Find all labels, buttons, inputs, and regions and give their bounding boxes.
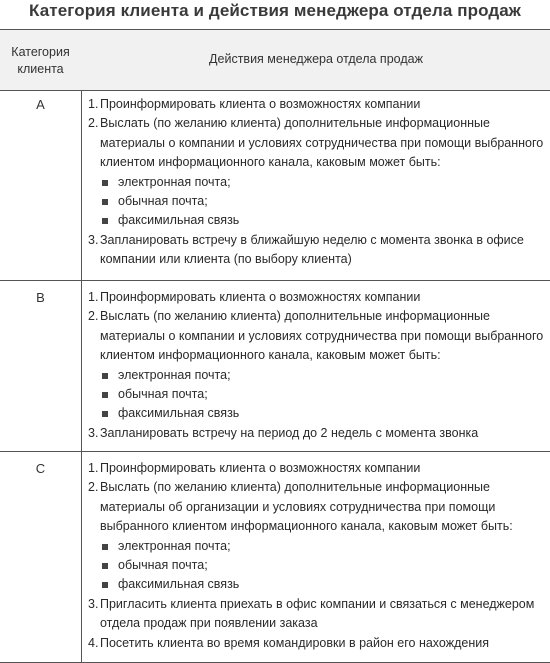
square-bullet-icon bbox=[102, 563, 108, 569]
bullet-item bbox=[100, 404, 546, 423]
action-text: Пригласить клиента приехать в офис компании и связаться с менеджером отдела продаж при появлении заказа bbox=[100, 596, 535, 631]
action-item bbox=[88, 231, 546, 270]
client-category-table bbox=[0, 29, 550, 663]
action-text: Проинформировать клиента о возможностях компании bbox=[100, 290, 421, 304]
bullet-text: электронная почта; bbox=[118, 367, 231, 382]
action-number: 4. bbox=[88, 635, 99, 650]
action-item bbox=[88, 634, 546, 653]
action-text: Проинформировать клиента о возможностях компании bbox=[100, 461, 421, 475]
action-text: Проинформировать клиента о возможностях компании bbox=[100, 97, 421, 111]
action-text: Выслать (по желанию клиента) дополнительные информационные материалы о компании и условиях сотрудничества при помощи выбранного клиентом информационного канала, каковым может быть: bbox=[100, 309, 544, 363]
action-number: 2. bbox=[88, 116, 99, 131]
square-bullet-icon bbox=[102, 411, 108, 417]
bullet-item bbox=[100, 556, 546, 575]
square-bullet-icon bbox=[102, 392, 108, 398]
bullet-text: обычная почта; bbox=[118, 558, 208, 573]
bullet-text: электронная почта; bbox=[118, 538, 231, 553]
bullet-text: обычная почта; bbox=[118, 194, 208, 209]
action-number: 3. bbox=[88, 232, 99, 247]
action-item bbox=[88, 307, 546, 365]
action-item bbox=[88, 95, 546, 114]
action-text: Выслать (по желанию клиента) дополнительные информационные материалы об организации и условиях сотрудничества при помощи выбранного клиентом информационного канала, каковым может быть: bbox=[100, 480, 513, 534]
action-number: 2. bbox=[88, 480, 99, 495]
table-header bbox=[0, 30, 550, 91]
header-category-line1: Категория bbox=[11, 45, 70, 59]
action-number: 2. bbox=[88, 309, 99, 324]
square-bullet-icon bbox=[102, 218, 108, 224]
square-bullet-icon bbox=[102, 199, 108, 205]
row-divider bbox=[0, 280, 550, 281]
action-number: 3. bbox=[88, 425, 99, 440]
bullet-item bbox=[100, 192, 546, 211]
category-cell-b: B bbox=[36, 290, 45, 305]
bullet-item bbox=[100, 173, 546, 192]
action-text: Запланировать встречу на период до 2 недель с момента звонка bbox=[100, 425, 479, 440]
row-divider bbox=[0, 451, 550, 452]
action-item bbox=[88, 459, 546, 478]
column-divider bbox=[81, 30, 82, 662]
bullet-item bbox=[100, 575, 546, 594]
square-bullet-icon bbox=[102, 180, 108, 186]
header-actions: Действия менеджера отдела продаж bbox=[209, 52, 423, 66]
page-title: Категория клиента и действия менеджера отдела продаж bbox=[29, 1, 521, 20]
square-bullet-icon bbox=[102, 544, 108, 550]
actions-cell-a bbox=[88, 95, 546, 270]
actions-cell-b bbox=[88, 288, 546, 443]
action-item bbox=[88, 595, 546, 634]
action-item bbox=[88, 478, 546, 536]
action-item bbox=[88, 114, 546, 172]
action-text: Выслать (по желанию клиента) дополнительные информационные материалы о компании и условиях сотрудничества при помощи выбранного клиентом информационного канала, каковым может быть: bbox=[100, 116, 544, 170]
action-number: 1. bbox=[88, 461, 99, 475]
category-cell-c: C bbox=[35, 461, 46, 476]
actions-cell-c bbox=[88, 459, 546, 653]
bullet-item bbox=[100, 366, 546, 385]
bullet-text: факсимильная связь bbox=[118, 577, 240, 592]
action-item bbox=[88, 288, 546, 307]
bullet-text: обычная почта; bbox=[118, 387, 208, 402]
square-bullet-icon bbox=[102, 582, 108, 588]
action-text: Посетить клиента во время командировки в район его нахождения bbox=[100, 635, 489, 650]
header-category bbox=[0, 44, 81, 78]
bullet-text: факсимильная связь bbox=[118, 406, 240, 421]
bullet-item bbox=[100, 211, 546, 230]
bullet-item bbox=[100, 537, 546, 556]
action-number: 1. bbox=[88, 97, 99, 111]
square-bullet-icon bbox=[102, 373, 108, 379]
action-text: Запланировать встречу в ближайшую неделю с момента звонка в офисе компании или клиента (по выбору клиента) bbox=[100, 232, 524, 267]
action-number: 1. bbox=[88, 290, 99, 304]
action-number: 3. bbox=[88, 596, 99, 611]
bullet-text: электронная почта; bbox=[118, 174, 231, 189]
action-item bbox=[88, 424, 546, 443]
bullet-item bbox=[100, 385, 546, 404]
bullet-text: факсимильная связь bbox=[118, 213, 240, 228]
category-cell-a: A bbox=[36, 97, 45, 112]
header-category-line2: клиента bbox=[17, 62, 64, 76]
